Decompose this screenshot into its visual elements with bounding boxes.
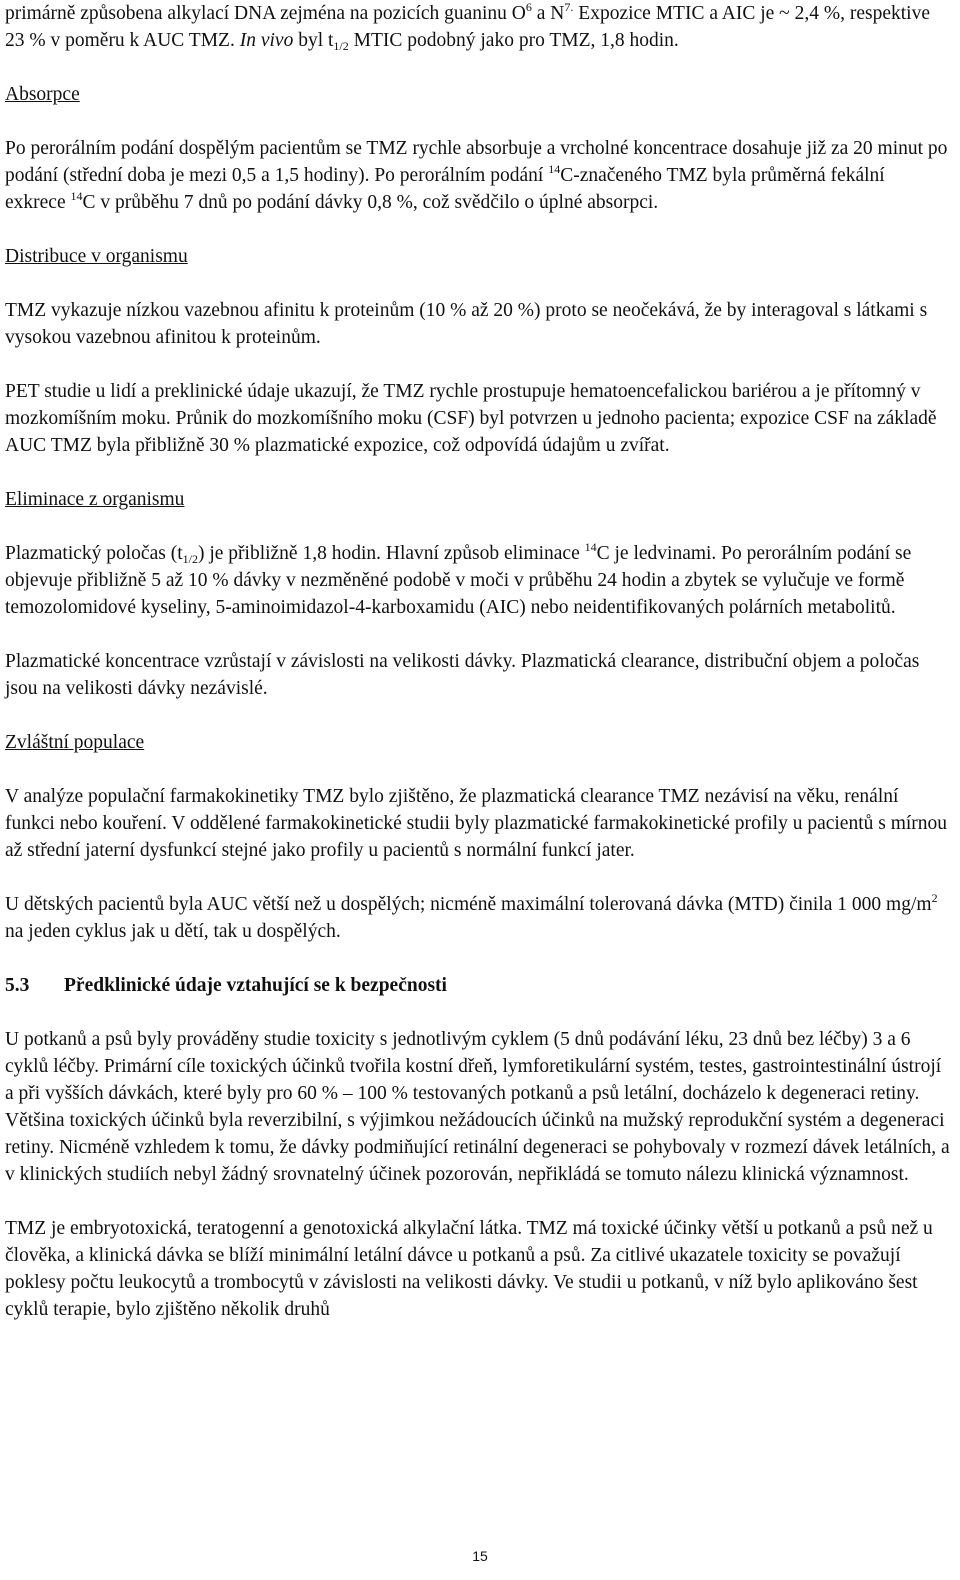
text-run: ) je přibližně 1,8 hodin. Hlavní způsob eliminace: [197, 543, 585, 564]
text-run: Plazmatický poločas (t: [5, 543, 183, 564]
eliminace-paragraph-1: [5, 540, 950, 621]
subscript: 1/2: [182, 552, 198, 566]
heading-absorpce: Absorpce: [5, 84, 80, 105]
superscript: 14: [584, 540, 597, 554]
section53-paragraph-1: U potkanů a psů byly prováděny studie toxicity s jednotlivým cyklem (5 dnů podávání léku, 23 dnů bez léčby) 3 a 6 cyklů léčby. Primární cíle toxických účinků tvořila kostní dřeň, lymforetikulární systém, testes, gastrointestinální ústrojí a při vyšších dávkách, které byly pro 60 % – 100 % testovaných potkanů a psů letální, docházelo k degeneraci retiny. Většina toxických účinků byla reverzibilní, s výjimkou nežádoucích účinků na mužský reprodukční systém a degeneraci retiny. Nicméně vzhledem k tomu, že dávky podmiňující retinální degeneraci se pohybovaly v rozmezí dávek letálních, a v klinických studiích nebyl žádný srovnatelný účinek pozorován, nepřikládá se tomuto nálezu klinická významnost.: [5, 1029, 950, 1185]
text-run: U dětských pacientů byla AUC větší než u dospělých; nicméně maximální tolerovaná dávka (MTD) činila 1 000 mg/m: [5, 894, 932, 915]
section53-paragraph-2: TMZ je embryotoxická, teratogenní a genotoxická alkylační látka. TMZ má toxické účinky větší u potkanů a psů než u člověka, a klinická dávka se blíží minimální letální dávce u potkanů a psů. Za citlivé ukazatele toxicity se považují poklesy počtu leukocytů a trombocytů v závislosti na velikosti dávky. Ve studii u potkanů, v níž bylo aplikováno šest cyklů terapie, bylo zjištěno několik druhů: [5, 1218, 933, 1320]
subscript: 1/2: [333, 39, 349, 53]
text-run: Expozice MTIC a AIC je ~ 2,4 %, respektive 23 % v poměru k AUC TMZ.: [5, 3, 930, 51]
heading-zvlastni-populace: Zvláštní populace: [5, 732, 145, 753]
superscript: 14: [70, 189, 83, 203]
intro-paragraph: [5, 0, 950, 54]
heading-distribuce: Distribuce v organismu: [5, 246, 188, 267]
text-run: Po perorálním podání dospělým pacientům se TMZ rychle absorbuje a vrcholné koncentrace dosahuje již za 20 minut po podání (střední doba je mezi 0,5 a 1,5 hodiny). Po perorálním podání: [5, 138, 948, 186]
superscript: 14: [548, 162, 561, 176]
distribuce-paragraph-1: TMZ vykazuje nízkou vazebnou afinitu k proteinům (10 % až 20 %) proto se neočekává, že by interagoval s látkami s vysokou vazebnou afinitou k proteinům.: [5, 300, 928, 348]
heading-eliminace: Eliminace z organismu: [5, 489, 185, 510]
section-title: Předklinické údaje vztahující se k bezpečnosti: [64, 975, 447, 996]
superscript: 7.: [564, 0, 574, 14]
text-run: C-značeného TMZ byla průměrná fekální exkrece: [5, 165, 885, 213]
superscript: 2: [931, 891, 938, 905]
text-run: na jeden cyklus jak u dětí, tak u dospělých.: [5, 921, 341, 942]
page-number: 15: [472, 1548, 488, 1564]
zvlastni-paragraph-1: V analýze populační farmakokinetiky TMZ bylo zjištěno, že plazmatická clearance TMZ nezávisí na věku, renální funkci nebo kouření. V oddělené farmakokinetické studii byly plazmatické farmakokinetické profily u pacientů s mírnou až střední jaterní dysfunkcí stejné jako profily u pacientů s normální funkcí jater.: [5, 786, 948, 861]
text-run: byl t: [293, 30, 334, 51]
eliminace-paragraph-2: Plazmatické koncentrace vzrůstají v závislosti na velikosti dávky. Plazmatická clearance, distribuční objem a poločas jsou na velikosti dávky nezávislé.: [5, 651, 920, 699]
text-run: a N: [531, 3, 565, 24]
text-run: MTIC podobný jako pro TMZ, 1,8 hodin.: [348, 30, 679, 51]
document-page: [5, 0, 950, 1323]
superscript: 6: [525, 0, 532, 14]
italic-text: In vivo: [239, 30, 294, 51]
absorpce-paragraph: [5, 135, 950, 216]
text-run: C v průběhu 7 dnů po podání dávky 0,8 %, což svědčilo o úplné absorpci.: [82, 192, 659, 213]
section-number: 5.3: [5, 975, 30, 996]
section-heading-5-3: [5, 972, 950, 999]
text-run: primárně způsobena alkylací DNA zejména na pozicích guaninu O: [5, 3, 526, 24]
distribuce-paragraph-2: PET studie u lidí a preklinické údaje ukazují, že TMZ rychle prostupuje hematoencefalickou bariérou a je přítomný v mozkomíšním moku. Průnik do mozkomíšního moku (CSF) byl potvrzen u jednoho pacienta; expozice CSF na základě AUC TMZ byla přibližně 30 % plazmatické expozice, což odpovídá údajům u zvířat.: [5, 381, 937, 456]
text-run: C je ledvinami. Po perorálním podání se objevuje přibližně 5 až 10 % dávky v nezměněné podobě v moči v průběhu 24 hodin a zbytek se vylučuje ve formě temozolomidové kyseliny, 5-aminoimidazol-4-karboxamidu (AIC) nebo neidentifikovaných polárních metabolitů.: [5, 543, 912, 618]
zvlastni-paragraph-2: [5, 891, 950, 945]
